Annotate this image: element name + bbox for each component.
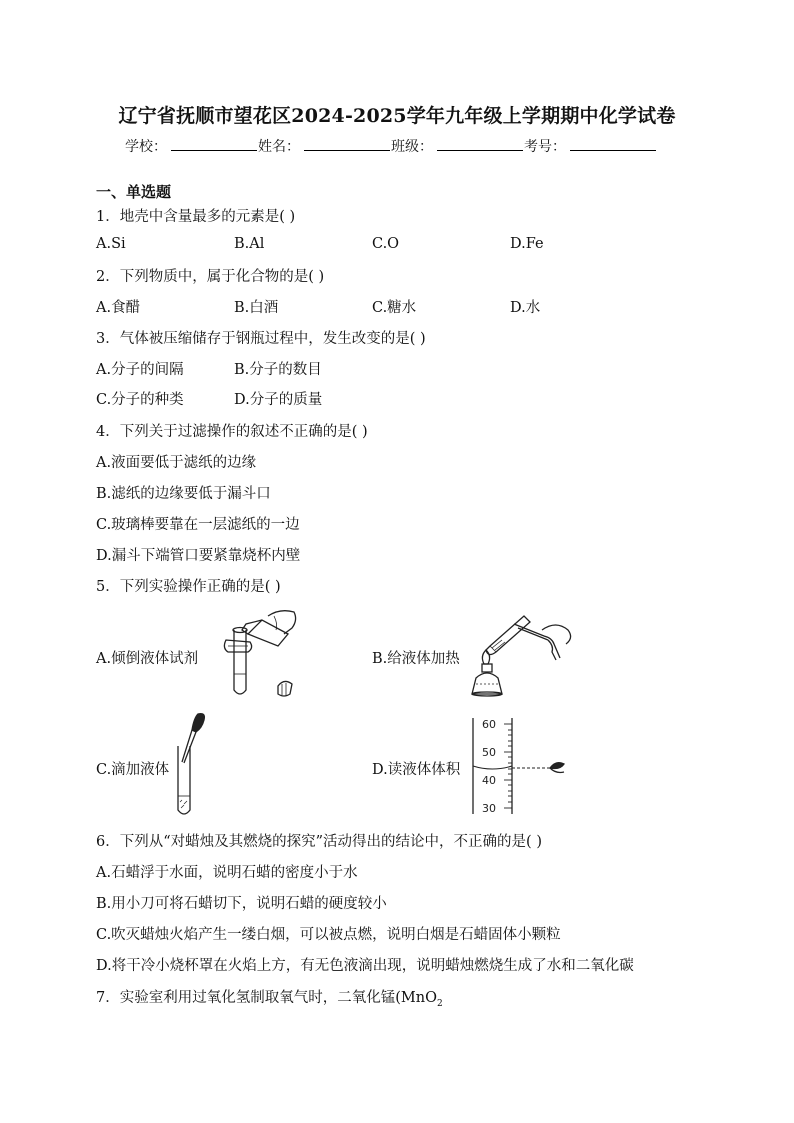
question-7-text: 7．实验室利用过氧化氢制取氧气时，二氧化锰(MnO <box>96 990 437 1006</box>
cylinder-tick-30: 30 <box>482 802 496 815</box>
question-5-option-a: A.倾倒液体试剂 <box>96 651 199 667</box>
number-label: 考号： <box>524 139 566 155</box>
student-info-row <box>125 136 657 156</box>
question-3-option-d: D.分子的质量 <box>234 392 323 408</box>
graduated-cylinder-illustration <box>470 714 574 818</box>
question-4-stem: 4．下列关于过滤操作的叙述不正确的是( ) <box>96 424 368 440</box>
question-3-option-b: B.分子的数目 <box>234 362 322 378</box>
question-1-option-b: B.Al <box>234 236 265 252</box>
question-5-option-b: B.给液体加热 <box>372 651 460 667</box>
number-blank <box>570 136 656 151</box>
question-5-option-d: D.读液体体积 <box>372 762 461 778</box>
question-2-option-b: B.白酒 <box>234 300 279 316</box>
question-1-option-a: A.Si <box>96 236 126 252</box>
question-2-option-c: C.糖水 <box>372 300 417 316</box>
question-6-option-c: C.吹灭蜡烛火焰产生一缕白烟，可以被点燃，说明白烟是石蜡固体小颗粒 <box>96 927 561 943</box>
class-label: 班级： <box>391 139 433 155</box>
question-4-option-c: C.玻璃棒要靠在一层滤纸的一边 <box>96 517 300 533</box>
question-1-stem: 1．地壳中含量最多的元素是( ) <box>96 209 296 225</box>
question-6-option-d: D.将干冷小烧杯罩在火焰上方，有无色液滴出现，说明蜡烛燃烧生成了水和二氧化碳 <box>96 958 634 974</box>
question-4-option-b: B.滤纸的边缘要低于漏斗口 <box>96 486 271 502</box>
dropper-illustration <box>170 710 214 822</box>
question-5-stem: 5．下列实验操作正确的是( ) <box>96 579 281 595</box>
question-3-option-a: A.分子的间隔 <box>96 362 184 378</box>
question-4-option-a: A.液面要低于滤纸的边缘 <box>96 455 257 471</box>
question-3-stem: 3．气体被压缩储存于钢瓶过程中，发生改变的是( ) <box>96 331 426 347</box>
class-blank <box>437 136 523 151</box>
question-6-stem: 6．下列从“对蜡烛及其燃烧的探究”活动得出的结论中，不正确的是( ) <box>96 834 542 850</box>
question-7-subscript: 2 <box>436 998 443 1009</box>
name-blank <box>304 136 390 151</box>
school-blank <box>171 136 257 151</box>
cylinder-tick-40: 40 <box>482 774 496 787</box>
page-title: 辽宁省抚顺市望花区2024-2025学年九年级上学期期中化学试卷 <box>118 105 676 127</box>
question-4-option-d: D.漏斗下端管口要紧靠烧杯内壁 <box>96 548 301 564</box>
cylinder-tick-50: 50 <box>482 746 496 759</box>
question-6-option-b: B.用小刀可将石蜡切下，说明石蜡的硬度较小 <box>96 896 387 912</box>
school-label: 学校： <box>125 139 167 155</box>
question-7-stem <box>96 986 443 1009</box>
question-1-option-d: D.Fe <box>510 236 544 252</box>
question-2-option-a: A.食醋 <box>96 300 141 316</box>
name-label: 姓名： <box>258 139 300 155</box>
cylinder-tick-60: 60 <box>482 718 496 731</box>
question-2-stem: 2．下列物质中，属于化合物的是( ) <box>96 269 325 285</box>
question-5-option-c: C.滴加液体 <box>96 762 170 778</box>
question-6-option-a: A.石蜡浮于水面，说明石蜡的密度小于水 <box>96 865 358 881</box>
question-1-option-c: C.O <box>372 236 400 252</box>
section-heading: 一、单选题 <box>96 183 172 201</box>
question-3-option-c: C.分子的种类 <box>96 392 184 408</box>
question-2-option-d: D.水 <box>510 300 541 316</box>
pouring-liquid-illustration <box>208 604 308 704</box>
heating-liquid-illustration <box>462 604 578 704</box>
